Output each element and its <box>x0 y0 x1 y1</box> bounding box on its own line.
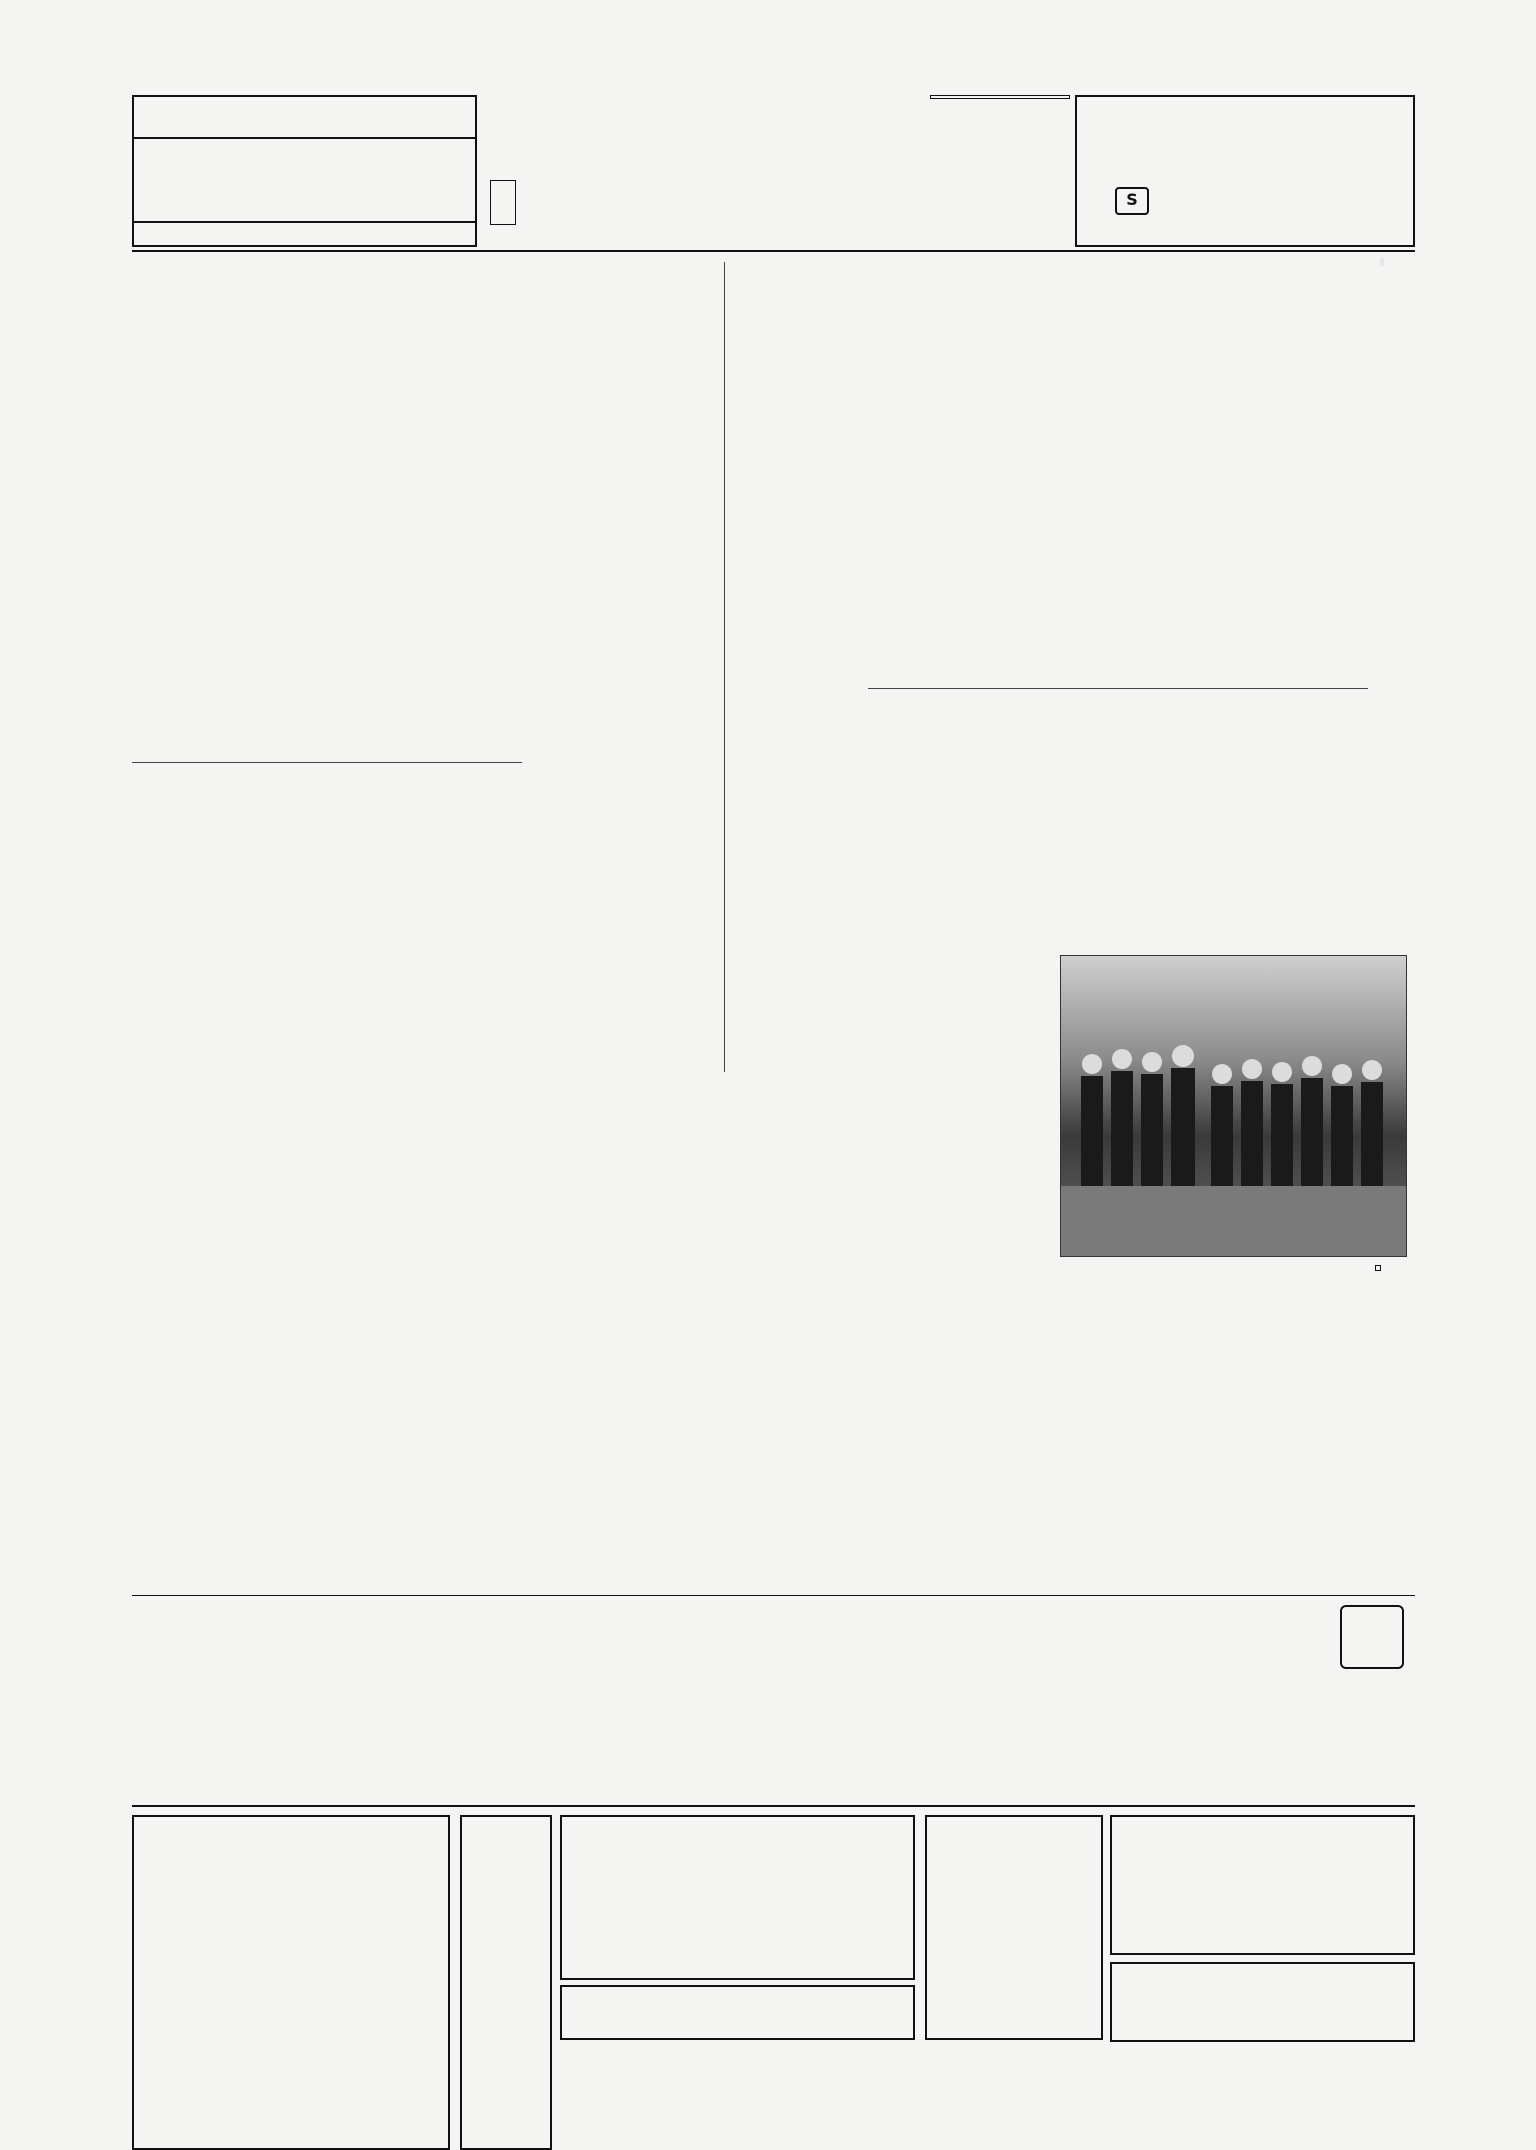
traffic-body-1 <box>560 900 810 1250</box>
nhk-body-3 <box>1070 1445 1360 1590</box>
ad-sekine <box>460 1815 552 2150</box>
tax-body-3 <box>340 770 520 1070</box>
nhk-body-1 <box>1070 1290 1360 1440</box>
ad-ryokujuen <box>925 1815 1103 2040</box>
kyosai-body-3 <box>555 1262 725 1432</box>
seiryu-title-box <box>1340 1605 1404 1669</box>
ad-kannon <box>132 1815 450 2150</box>
seiryu-body-4 <box>132 1605 552 1795</box>
ad-hanakyo <box>1110 1962 1415 2042</box>
traffic-body-2 <box>725 720 820 895</box>
publisher-info <box>930 95 1070 245</box>
main-lead <box>1080 265 1220 685</box>
seiryu-body-2 <box>860 1605 1095 1795</box>
tax-body-1 <box>132 265 502 755</box>
kyosai-body-4 <box>132 1440 432 1590</box>
ad-hostess <box>132 95 477 247</box>
nhk-headline <box>1375 1265 1381 1271</box>
ad-construction <box>1075 95 1415 247</box>
company-logo-icon: S <box>1115 187 1149 215</box>
publisher-name <box>930 95 1070 99</box>
kyosai-body-2 <box>370 1262 545 1432</box>
traffic-body-3 <box>730 1262 1060 1462</box>
main-body-1 <box>868 265 1073 685</box>
main-body-2 <box>730 265 862 685</box>
holiday-note-box <box>490 180 516 225</box>
ad-hanamatsuri <box>1110 1815 1415 1955</box>
kyosai-body-1 <box>132 1262 362 1432</box>
traffic-photo <box>1060 955 1407 1257</box>
tax-body-5 <box>132 1075 452 1255</box>
main-body-4 <box>1195 696 1365 861</box>
tax-body-2 <box>132 770 332 1070</box>
main-body-3 <box>868 696 1188 896</box>
nhk-body-2 <box>860 1470 1060 1590</box>
ad-suzuyoshi <box>560 1815 915 1980</box>
police-officers-image <box>1061 956 1406 1256</box>
main-kicker <box>1380 258 1384 266</box>
ad-kume <box>560 1985 915 2040</box>
seiryu-body-3 <box>560 1605 855 1795</box>
seiryu-body-1 <box>1100 1605 1335 1795</box>
